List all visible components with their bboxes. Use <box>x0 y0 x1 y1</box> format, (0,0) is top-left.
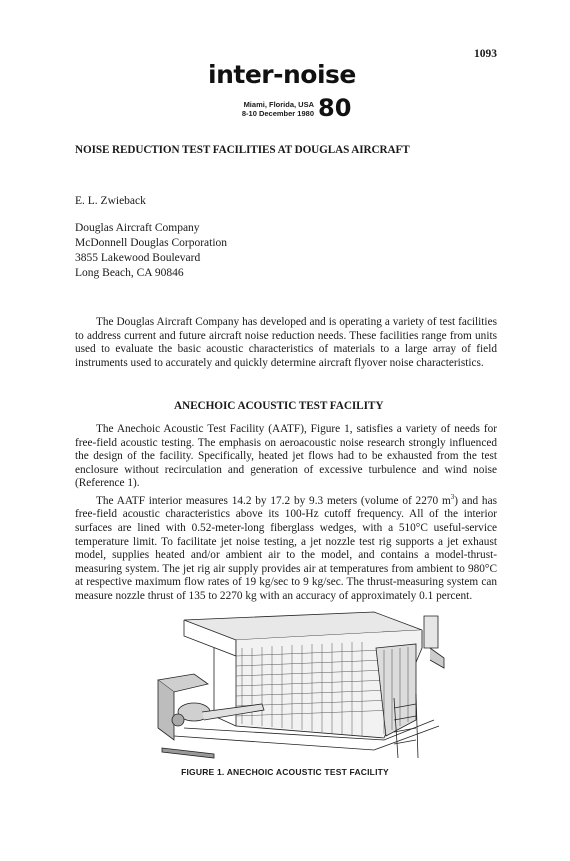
paragraph-text: The AATF interior measures 14.2 by 17.2 by 9.3 meters (volume of 2270 m <box>96 494 451 507</box>
logo-wordmark: inter-noise <box>208 60 356 89</box>
logo-location: Miami, Florida, USA <box>243 100 314 109</box>
paragraph-text: ) and has free-field acoustic characteristics above its 100-Hz cutoff frequency. All of the interior surfaces are lined with 0.52-meter-long fiberglass wedges, with a 510°C useful-service temperature limit. To facilitate jet noise testing, a jet nozzle test rig supports a jet exhaust model, supplies heated and/or ambient air to the model, and contains a model-thrust-measuring system. The jet rig air supply provides air at temperatures from ambient to 980°C at respective maximum flow rates of 19 kg/sec to 9 kg/sec. The thrust-measuring system can measure nozzle thrust of 135 to 2270 kg with an accuracy of approximately 0.1 percent. <box>75 494 497 602</box>
affiliation-line: Long Beach, CA 90846 <box>75 267 184 279</box>
section-paragraph <box>75 491 497 604</box>
affiliation-line: McDonnell Douglas Corporation <box>75 237 228 249</box>
abstract-text: The Douglas Aircraft Company has developed and is operating a variety of test facilities to address current and future aircraft noise reduction needs. These facilities range from units used to evaluate the basic acoustic characteristics of materials to a large array of field instruments used to accurately and quickly determine aircraft flyover noise characteristics. <box>75 316 497 369</box>
superscript: 3 <box>450 492 455 501</box>
anechoic-facility-illustration <box>154 608 446 760</box>
paper-title: NOISE REDUCTION TEST FACILITIES AT DOUGLAS AIRCRAFT <box>75 144 410 156</box>
affiliation-line: Douglas Aircraft Company <box>75 222 200 234</box>
author-name: E. L. Zwieback <box>75 195 146 207</box>
section-paragraph: The Anechoic Acoustic Test Facility (AATF), Figure 1, satisfies a variety of needs for free-field acoustic testing. The emphasis on aeroacoustic noise research strongly influenced the design of the facility. Specifically, heated jet flows had to be exhausted from the test enclosure without recirculation and generation of excessive turbulence and wind noise (Reference 1). <box>75 423 497 490</box>
figure-caption: FIGURE 1. ANECHOIC ACOUSTIC TEST FACILITY <box>181 767 389 777</box>
section-heading: ANECHOIC ACOUSTIC TEST FACILITY <box>174 400 384 412</box>
logo-dates: 8-10 December 1980 <box>241 109 314 118</box>
author-affiliation <box>75 221 227 281</box>
logo-year: 80 <box>318 94 352 122</box>
abstract <box>75 316 497 370</box>
section-body <box>75 423 497 603</box>
logo-details <box>218 100 314 118</box>
affiliation-line: 3855 Lakewood Boulevard <box>75 252 201 264</box>
page-number: 1093 <box>474 48 497 60</box>
